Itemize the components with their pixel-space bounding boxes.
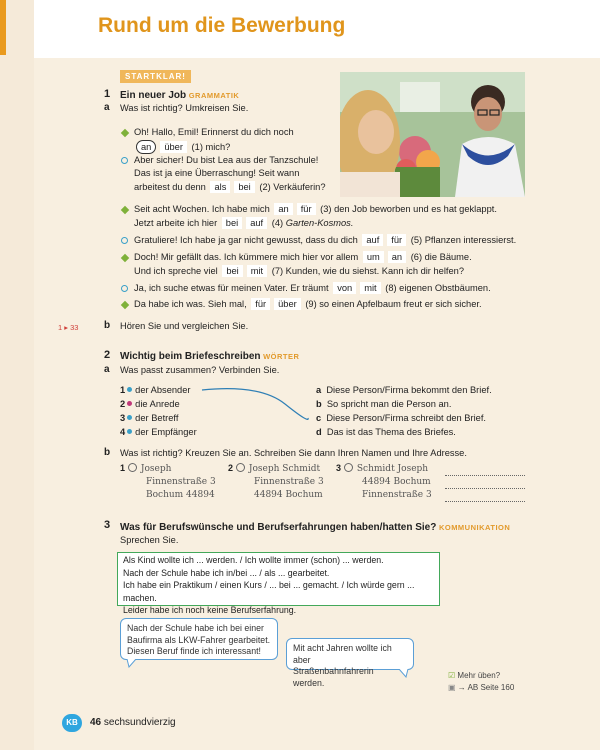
dialog-line-10: Und ich spreche viel bei mit (7) Kunden, wie du siehst. Kann ich dir helfen? (134, 266, 464, 276)
option[interactable]: bei (222, 217, 242, 229)
option[interactable]: für (251, 298, 270, 310)
answer-line[interactable] (445, 500, 525, 502)
option[interactable]: bei (234, 181, 254, 193)
dialog-line-1: Oh! Hallo, Emil! Erinnerst du dich noch (134, 127, 294, 137)
exercise-3-heading: Was für Berufswünsche und Berufserfahrungen haben/hatten Sie? KOMMUNIKATION (120, 522, 511, 533)
option[interactable]: mit (360, 282, 380, 294)
option[interactable]: für (387, 234, 406, 246)
dialog-line-3: Aber sicher! Du bist Lea aus der Tanzschule! (134, 155, 319, 165)
phrase-box: Als Kind wollte ich ... werden. / Ich wollte immer (schon) ... werden. Nach der Schule habe ich in/bei ... / als ... gearbeitet. Ich habe ein Praktikum / einen Kurs / ... bei ... gemacht. / Ich würde gern ... machen. Leider habe ich noch keine Berufserfahrung. (117, 552, 440, 606)
photo-florist-scene (340, 72, 525, 197)
term-item-4[interactable]: 4 der Empfänger (120, 427, 197, 437)
bubble-tail (126, 659, 138, 668)
term-item-1[interactable]: 1 der Absender (120, 385, 191, 395)
kb-badge: KB (62, 714, 82, 732)
definition-d[interactable]: d Das ist das Thema des Briefes. (316, 427, 456, 437)
option[interactable]: auf (246, 217, 267, 229)
audio-track-label: 1 ▸ 33 (58, 323, 79, 332)
dialog-line-2: an über (1) mich? (134, 140, 230, 154)
dialog-line-9: Doch! Mir gefällt das. Ich kümmere mich hier vor allem um an (6) die Bäume. (134, 252, 472, 262)
dialog-line-6: Seit acht Wochen. Ich habe mich an für (3) den Job beworben und es hat geklappt. (134, 204, 497, 214)
option[interactable]: auf (362, 234, 383, 246)
radio-1 (128, 463, 137, 472)
left-margin (0, 0, 34, 750)
address-option-1[interactable]: 1 Joseph Finnenstraße 3 Bochum 44894 (120, 463, 216, 500)
dialog-line-8: Gratuliere! Ich habe ja gar nicht gewusst, dass du dich auf für (5) Pflanzen interessierst. (134, 235, 517, 245)
book-icon: ▣ (448, 683, 456, 692)
definition-b[interactable]: b So spricht man die Person an. (316, 399, 452, 409)
dialog-line-4: Das ist ja eine Überraschung! Seit wann (134, 168, 300, 178)
accent-bar (0, 0, 6, 55)
exercise-1a-label: a (104, 102, 110, 113)
exercise-3-instruction: Sprechen Sie. (120, 535, 179, 545)
option[interactable]: um (363, 251, 384, 263)
option[interactable]: bei (222, 265, 242, 277)
exercise-1-number: 1 (104, 88, 111, 100)
address-option-3[interactable]: 3 Schmidt Joseph 44894 Bochum Finnenstraße 3 (336, 463, 432, 500)
option-an-circled[interactable]: an (136, 140, 156, 154)
option[interactable]: an (274, 203, 292, 215)
page-number: 46 sechsundvierzig (90, 717, 176, 728)
exercise-2a-instruction: Was passt zusammen? Verbinden Sie. (120, 365, 280, 375)
answer-line[interactable] (445, 487, 525, 489)
exercise-2b-label: b (104, 447, 111, 458)
exercise-3-number: 3 (104, 519, 111, 531)
page-title: Rund um die Bewerbung (98, 14, 346, 37)
speech-bubble-1: Nach der Schule habe ich bei einer Baufirma als LKW-Fahrer gearbeitet. Diesen Beruf finde ich interessant! (120, 618, 278, 660)
term-item-3[interactable]: 3 der Betreff (120, 413, 179, 423)
option[interactable]: an (388, 251, 406, 263)
answer-line[interactable] (445, 474, 525, 476)
speaker-b-bullet (121, 285, 128, 292)
bubble-tail (398, 669, 410, 678)
radio-3 (344, 463, 353, 472)
definition-c[interactable]: c Diese Person/Firma schreibt den Brief. (316, 413, 487, 423)
exercise-1-heading: Ein neuer Job GRAMMATIK (120, 90, 240, 101)
exercise-2a-label: a (104, 364, 110, 375)
option[interactable]: von (333, 282, 356, 294)
option[interactable]: mit (247, 265, 267, 277)
dialog-line-5: arbeitest du denn als bei (2) Verkäuferin? (134, 182, 326, 192)
dialog-line-11: Ja, ich suche etwas für meinen Vater. Er träumt von mit (8) eigenen Obstbäumen. (134, 283, 491, 293)
exercise-2-heading: Wichtig beim Briefeschreiben WÖRTER (120, 351, 300, 362)
definition-a[interactable]: a Diese Person/Firma bekommt den Brief. (316, 385, 492, 395)
connection-line (200, 384, 310, 424)
check-icon: ☑ (448, 671, 456, 680)
exercise-2-number: 2 (104, 349, 111, 361)
speaker-b-bullet (121, 237, 128, 244)
address-option-2[interactable]: 2 Joseph Schmidt Finnenstraße 3 44894 Bochum (228, 463, 324, 500)
exercise-1b-label: b (104, 320, 111, 331)
exercise-1b-instruction: Hören Sie und vergleichen Sie. (120, 321, 249, 331)
exercise-1a-instruction: Was ist richtig? Umkreisen Sie. (120, 103, 249, 113)
term-item-2[interactable]: 2 die Anrede (120, 399, 180, 409)
startklar-badge: STARTKLAR! (120, 70, 191, 83)
option[interactable]: über (274, 298, 301, 310)
option[interactable]: für (297, 203, 316, 215)
mehr-ueben-hint[interactable]: ☑ Mehr üben? ▣ → AB Seite 160 (448, 671, 515, 692)
exercise-2b-instruction: Was ist richtig? Kreuzen Sie an. Schreiben Sie dann Ihren Namen und Ihre Adresse. (120, 448, 467, 458)
speaker-b-bullet (121, 157, 128, 164)
radio-2 (236, 463, 245, 472)
option[interactable]: als (210, 181, 230, 193)
speech-bubble-2: Mit acht Jahren wollte ich aber Straßenbahnfahrerin werden. (286, 638, 414, 670)
option-ueber[interactable]: über (160, 141, 187, 153)
dialog-line-12: Da habe ich was. Sieh mal, für über (9) so einen Apfelbaum freut er sich sicher. (134, 299, 482, 309)
dialog-line-7: Jetzt arbeite ich hier bei auf (4) Garten-Kosmos. (134, 218, 354, 228)
